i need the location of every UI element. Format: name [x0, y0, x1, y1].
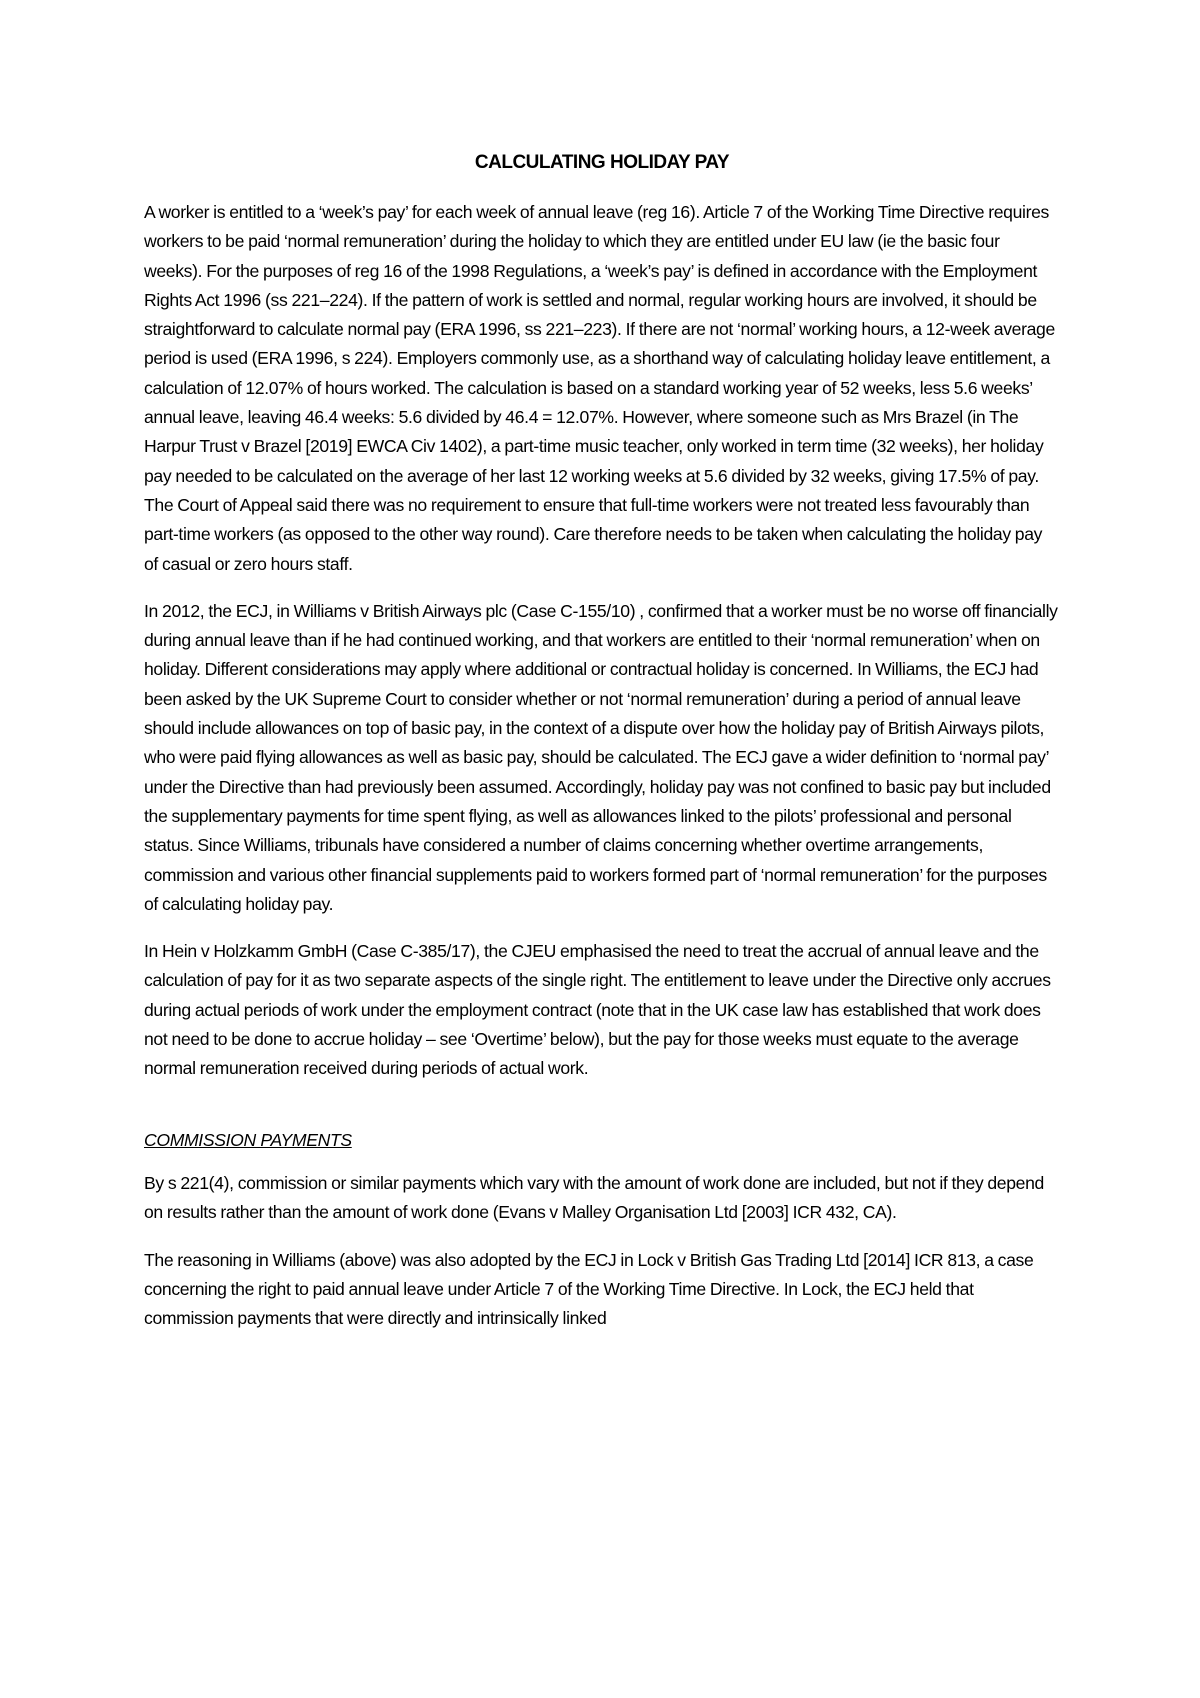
paragraph-intro: A worker is entitled to a ‘week’s pay’ for each week of annual leave (reg 16). Article 7 of the Working Time Directive requires workers to be paid ‘normal remuneration’ during the holiday to which they are entitled under EU law (ie the basic four weeks). For the purposes of reg 16 of the 1998 Regulations, a ‘week’s pay’ is defined in accordance with the Employment Rights Act 1996 (ss 221–224). If the pattern of work is settled and normal, regular working hours are involved, it should be straightforward to calculate normal pay (ERA 1996, ss 221–223). If there are not ‘normal’ working hours, a 12-week average period is used (ERA 1996, s 224). Employers commonly use, as a shorthand way of calculating holiday leave entitlement, a calculation of 12.07% of hours worked. The calculation is based on a standard working year of 52 weeks, less 5.6 weeks’ annual leave, leaving 46.4 weeks: 5.6 divided by 46.4 = 12.07%. However, where someone such as Mrs Brazel (in The Harpur Trust v Brazel [2019] EWCA Civ 1402), a part-time music teacher, only worked in term time (32 weeks), her holiday pay needed to be calculated on the average of her last 12 working weeks at 5.6 divided by 32 weeks, giving 17.5% of pay. The Court of Appeal said there was no requirement to ensure that full-time workers were not treated less favourably than part-time workers (as opposed to the other way round). Care therefore needs to be taken when calculating the holiday pay of casual or zero hours staff. — [144, 202, 1055, 574]
paragraph-williams: In 2012, the ECJ, in Williams v British Airways plc (Case C-155/10) , confirmed that a worker must be no worse off financially during annual leave than if he had continued working, and that workers are entitled to their ‘normal remuneration’ when on holiday. Different considerations may apply where additional or contractual holiday is concerned. In Williams, the ECJ had been asked by the UK Supreme Court to consider whether or not ‘normal remuneration’ during a period of annual leave should include allowances on top of basic pay, in the context of a dispute over how the holiday pay of British Airways pilots, who were paid flying allowances as well as basic pay, should be calculated. The ECJ gave a wider definition to ‘normal pay’ under the Directive than had previously been assumed. Accordingly, holiday pay was not confined to basic pay but included the supplementary payments for time spent flying, as well as allowances linked to the pilots’ professional and personal status. Since Williams, tribunals have considered a number of claims concerning whether overtime arrangements, commission and various other financial supplements paid to workers formed part of ‘normal remuneration’ for the purposes of calculating holiday pay. — [144, 600, 1058, 914]
page-title: CALCULATING HOLIDAY PAY — [474, 152, 730, 173]
paragraph-commission-s221: By s 221(4), commission or similar payments which vary with the amount of work done are included, but not if they depend on results rather than the amount of work done (Evans v Malley Organisation Ltd [2003] ICR 432, CA). — [144, 1172, 1044, 1223]
section-heading-commission: COMMISSION PAYMENTS — [144, 1129, 352, 1150]
paragraph-commission-lock: The reasoning in Williams (above) was also adopted by the ECJ in Lock v British Gas Trading Ltd [2014] ICR 813, a case concerning the right to paid annual leave under Article 7 of the Working Time Directive. In Lock, the ECJ held that commission payments that were directly and intrinsically linked — [144, 1249, 1034, 1329]
paragraph-hein: In Hein v Holzkamm GmbH (Case C-385/17), the CJEU emphasised the need to treat the accrual of annual leave and the calculation of pay for it as two separate aspects of the single right. The entitlement to leave under the Directive only accrues during actual periods of work under the employment contract (note that in the UK case law has established that work does not need to be done to accrue holiday – see ‘Overtime’ below), but the pay for those weeks must equate to the average normal remuneration received during periods of actual work. — [144, 941, 1051, 1079]
